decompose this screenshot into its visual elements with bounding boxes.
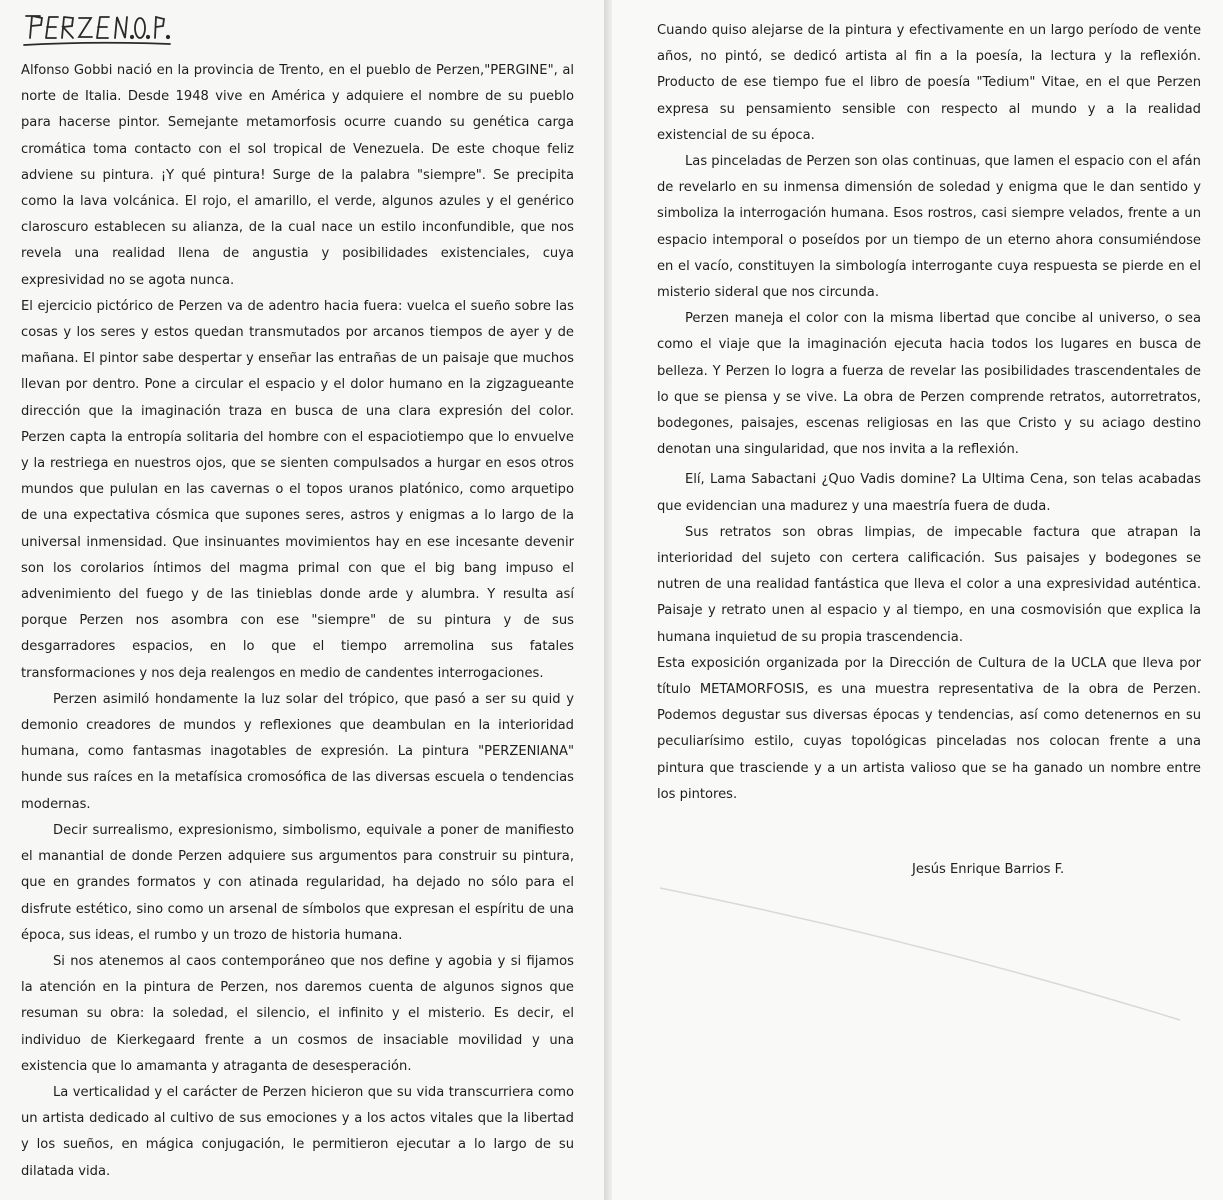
page-gutter	[604, 0, 612, 1200]
paragraph: Cuando quiso alejarse de la pintura y efectivamente en un largo período de vente años, no pintó, se dedicó artista al fin a la poesía, la lectura y la reflexión. Producto de ese tiempo fue el libro de poesía "Tedium" Vitae, en el que Perzen expresa su pensamiento sensible con respecto al mundo y a la realidad existencial de su época.	[657, 23, 1201, 143]
right-page	[612, 0, 1223, 1200]
paragraph: Alfonso Gobbi nació en la provincia de Trento, en el pueblo de Perzen,"PERGINE", al norte de Italia. Desde 1948 vive en América y adquiere el nombre de su pueblo para hacerse pintor. Semejante metamorfosis ocurre cuando su genética carga cromática toma contacto con el sol tropical de Venezuela. De este choque feliz adviene su pintura. ¡Y qué pintura! Surge de la palabra "siempre". Se precipita como la lava volcánica. El rojo, el amarillo, el verde, algunos azules y el genérico claroscuro establecen su alianza, de la cual nace un estilo inconfundible, que nos revela una realidad llena de angustia y posibilidades existenciales, cuya expresividad no se agota nunca.	[21, 63, 574, 288]
paragraph: Las pinceladas de Perzen son olas continuas, que lamen el espacio con el afán de revelarlo en su inmensa dimensión de soledad y enigma que le dan sentido y simboliza la interrogación humana. Esos rostros, casi siempre velados, frente a un espacio intemporal o poseídos por un tiempo de un eterno ahora consumiéndose en el vacío, constituyen la simbología interrogante cuya respuesta se pierde en el misterio sideral que nos circunda.	[657, 154, 1201, 301]
paragraph: Esta exposición organizada por la Dirección de Cultura de la UCLA que lleva por título METAMORFOSIS, es una muestra representativa de la obra de Perzen. Podemos degustar sus diversas épocas y tendencias, así como detenernos en su peculiarísimo estilo, cuyas topológicas pinceladas nos colocan frente a una pintura que trasciende y a un artista valioso que se ha ganado un nombre entre los pintores.	[657, 655, 1201, 802]
paper-crease	[660, 870, 1180, 1070]
paragraph: Decir surrealismo, expresionismo, simbolismo, equivale a poner de manifiesto el manantial de donde Perzen adquiere sus argumentos para construir su pintura, que en grandes formatos y con atinada regularidad, ha dejado no sólo para el disfrute estético, sino como un arsenal de símbolos que expresan el espíritu de una época, sus ideas, el rumbo y un trozo de historia humana.	[21, 822, 574, 943]
signature-drawing	[22, 8, 172, 48]
paragraph: Perzen maneja el color con la misma libertad que concibe al universo, o sea como el viaje que la imaginación ejecuta hacia todos los lugares en busca de belleza. Y Perzen lo logra a fuerza de revelar las posibilidades trascendentales de lo que se piensa y se vive. La obra de Perzen comprende retratos, autorretratos, bodegones, paisajes, escenas religiosas en las que Cristo y su aciago destino denotan una singularidad, que nos invita a la reflexión.	[657, 311, 1201, 458]
paragraph: El ejercicio pictórico de Perzen va de adentro hacia fuera: vuelca el sueño sobre las cosas y los seres y estos quedan transmutados por arcanos tiempos de ayer y de mañana. El pintor sabe despertar y enseñar las entrañas de un paisaje que muchos llevan por dentro. Pone a circular el espacio y el dolor humano en la zigzagueante dirección que la imaginación traza en busca de una clara expresión del color. Perzen capta la entropía solitaria del hombre con el espaciotiempo que lo envuelve y la restriega en nuestros ojos, que se sienten compulsados a hurgar en esos otros mundos que pululan en las cavernas o el topos uranos platónico, como arquetipo de una expectativa cósmica que supones seres, astros y enigmas a lo largo de la universal inmensidad. Que insinuantes movimientos hay en ese incesante devenir son los corolarios íntimos del magma primal con que el big bang impuso el advenimiento del fuego y de las tinieblas donde arde y alumbra. Y resulta así porque Perzen nos asombra con ese "siempre" de su pintura y de sus desgarradores espacios, en lo que el tiempo arremolina sus fatales transformaciones y nos deja realengos en medio de candentes interrogaciones.	[21, 298, 574, 681]
paragraph: Sus retratos son obras limpias, de impecable factura que atrapan la interioridad del sujeto con certera calificación. Sus paisajes y bodegones se nutren de una realidad fantástica que lleva el color a una expresividad auténtica. Paisaje y retrato unen al espacio y al tiempo, en una cosmovisión que explica la humana inquietud de su propia trascendencia.	[657, 524, 1201, 645]
paragraph: Perzen asimiló hondamente la luz solar del trópico, que pasó a ser su quid y demonio creadores de mundos y reflexiones que deambulan en la interioridad humana, como fantasmas inagotables de expresión. La pintura "PERZENIANA" hunde sus raíces en la metafísica cromosófica de las diversas escuela o tendencias modernas.	[21, 691, 574, 812]
paragraph: La verticalidad y el carácter de Perzen hicieron que su vida transcurriera como un artista dedicado al cultivo de sus emociones y a los actos vitales que la libertad y los sueños, en mágica conjugación, le permitieron ejecutar a lo largo de su dilatada vida.	[21, 1084, 574, 1179]
handwritten-signature	[22, 8, 172, 48]
left-page	[0, 0, 604, 1200]
paragraph: Elí, Lama Sabactani ¿Quo Vadis domine? La Ultima Cena, son telas acabadas que evidencian una madurez y una maestría fuera de duda.	[657, 472, 1201, 514]
paragraph: Si nos atenemos al caos contemporáneo que nos define y agobia y si fijamos la atención en la pintura de Perzen, nos daremos cuenta de algunos signos que resuman su obra: la soledad, el silencio, el infinito y el misterio. Es decir, el individuo de Kierkegaard frente a un cosmos de insaciable movilidad y una existencia que lo amamanta y atraganta de desesperación.	[21, 953, 574, 1074]
author-name: Jesús Enrique Barrios F.	[912, 862, 1065, 877]
